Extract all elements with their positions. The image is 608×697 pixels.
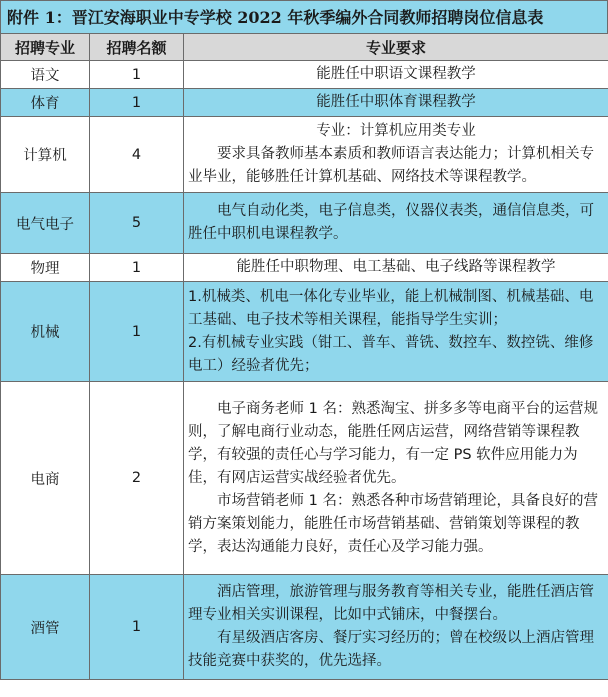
cell-count: 1 <box>90 282 184 382</box>
requirement-paragraph: 有星级酒店客房、餐厅实习经历的；曾在校级以上酒店管理技能竞赛中获奖的，优先选择。 <box>188 630 594 669</box>
requirement-paragraph: 电气自动化类，电子信息类，仪器仪表类，通信信息类，可胜任中职机电课程教学。 <box>188 203 594 242</box>
table-row <box>1 575 608 680</box>
recruitment-table <box>0 33 608 680</box>
cell-requirements <box>184 575 608 680</box>
table-body <box>1 61 608 680</box>
table-row <box>1 282 608 382</box>
cell-requirements <box>184 254 608 282</box>
requirement-paragraph: 能胜任中职物理、电工基础、电子线路等课程教学 <box>236 259 556 275</box>
cell-major: 计算机 <box>1 117 90 193</box>
table-row <box>1 61 608 89</box>
requirement-paragraph: 能胜任中职语文课程教学 <box>316 66 476 82</box>
requirement-paragraph: 酒店管理，旅游管理与服务教育等相关专业，能胜任酒店管理专业相关实训课程，比如中式铺床，中餐摆台。 <box>188 584 594 623</box>
document-title: 附件 1：晋江安海职业中专学校 2022 年秋季编外合同教师招聘岗位信息表 <box>0 0 608 33</box>
cell-requirements <box>184 282 608 382</box>
table-row <box>1 382 608 575</box>
cell-count: 5 <box>90 193 184 254</box>
requirement-paragraph: 要求具备教师基本素质和教师语言表达能力；计算机相关专业毕业，能够胜任计算机基础、网络技术等课程教学。 <box>188 146 594 185</box>
cell-major: 酒管 <box>1 575 90 680</box>
cell-count: 1 <box>90 254 184 282</box>
cell-count: 1 <box>90 61 184 89</box>
requirement-paragraph: 专业：计算机应用类专业 <box>316 123 476 139</box>
header-major: 招聘专业 <box>1 34 90 61</box>
table-row <box>1 193 608 254</box>
cell-requirements <box>184 61 608 89</box>
cell-major: 电商 <box>1 382 90 575</box>
cell-count: 2 <box>90 382 184 575</box>
cell-major: 体育 <box>1 89 90 117</box>
table-row <box>1 254 608 282</box>
cell-requirements <box>184 382 608 575</box>
requirement-paragraph: 市场营销老师 1 名：熟悉各种市场营销理论，具备良好的营销方案策划能力，能胜任市场营销基础、营销策划等课程的教学，表达沟通能力良好，责任心及学习能力强。 <box>188 492 598 555</box>
cell-requirements <box>184 117 608 193</box>
requirement-paragraph: 2.有机械专业实践（钳工、普车、普铣、数控车、数控铣、维修电工）经验者优先； <box>188 334 594 374</box>
cell-major: 电气电子 <box>1 193 90 254</box>
header-requirements: 专业要求 <box>184 34 608 61</box>
requirement-paragraph: 电子商务老师 1 名：熟悉淘宝、拼多多等电商平台的运营规则，了解电商行业动态，能胜任网店运营，网络营销等课程教学，有较强的责任心与学习能力，有一定 PS 软件应用能力为佳，有网店运营实战经验者优先。 <box>188 400 598 486</box>
table-row <box>1 89 608 117</box>
cell-major: 语文 <box>1 61 90 89</box>
table-row <box>1 117 608 193</box>
requirement-paragraph: 能胜任中职体育课程教学 <box>316 94 476 110</box>
cell-count: 4 <box>90 117 184 193</box>
cell-major: 物理 <box>1 254 90 282</box>
cell-count: 1 <box>90 89 184 117</box>
requirement-paragraph: 1.机械类、机电一体化专业毕业，能上机械制图、机械基础、电工基础、电子技术等相关课程，能指导学生实训； <box>188 288 594 328</box>
cell-requirements <box>184 193 608 254</box>
cell-requirements <box>184 89 608 117</box>
table-header-row <box>1 34 608 61</box>
cell-major: 机械 <box>1 282 90 382</box>
header-count: 招聘名额 <box>90 34 184 61</box>
cell-count: 1 <box>90 575 184 680</box>
